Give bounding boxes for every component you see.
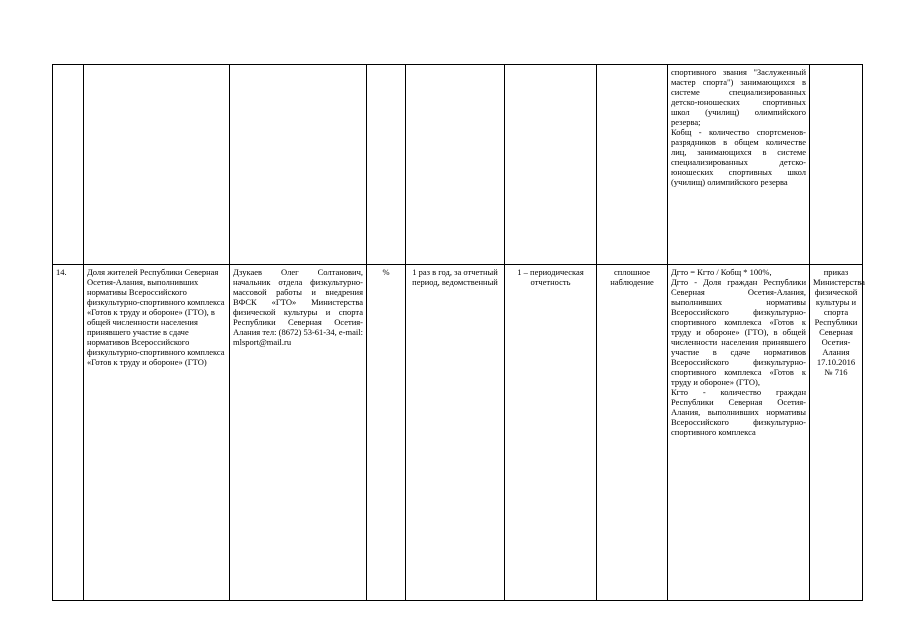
periodicity-cell: 1 – периодическая отчетность [505, 265, 597, 601]
basis-cell [810, 65, 863, 265]
periodicity-cell [505, 65, 597, 265]
method-cell: сплошное наблюдение [597, 265, 668, 601]
responsible-cell: Дзукаев Олег Солтанович, начальник отдела физкультурно-массовой работы и внедрения ВФСК «ГТО» Министерства физической культуры и спорта Республики Северная Осетия-Алания тел: (8672) 53-61-34, e-mail: mlsport@mail.ru [230, 265, 367, 601]
formula-cell: Дгто = Кгто / Кобщ * 100%, Дгто - Доля граждан Республики Северная Осетия-Алания, выполнивших нормативы Всероссийского физкультурно-спортивного комплекса «Готов к труду и обороне» (ГТО), в общей численности населения принявшего участие в сдаче нормативов Всероссийского физкультурно-спортивного комплекса «Готов к труду и обороне» (ГТО), Кгто - количество граждан Республики Северная Осетия-Алания, выполнивших нормативы Всероссийского физкультурно-спортивного комплекса [668, 265, 810, 601]
table-row-continued [53, 65, 863, 265]
indicator-table [52, 64, 863, 601]
responsible-cell [230, 65, 367, 265]
formula-cell: спортивного звания "Заслуженный мастер спорта") занимающихся в системе специализированных детско-юношеских спортивных школ (училищ) олимпийского резерва; Кобщ - количество спортсменов-разрядников в общем количестве лиц, занимающихся в системе специализированных детско-юношеских спортивных школ (училищ) олимпийского резерва [668, 65, 810, 265]
table-row-14 [53, 265, 863, 601]
basis-cell: приказ Министерства физической культуры и спорта Республики Северная Осетия-Алания 17.10.2016 № 716 [810, 265, 863, 601]
unit-cell [367, 65, 406, 265]
row-number-cell: 14. [53, 265, 84, 601]
indicator-name-cell: Доля жителей Республики Северная Осетия-Алания, выполнивших нормативы Всероссийского физкультурно-спортивного комплекса «Готов к труду и обороне» (ГТО), в общей численности населения принявшего участие в сдаче нормативов Всероссийского физкультурно-спортивного комплекса «Готов к труду и обороне» (ГТО) [84, 265, 230, 601]
indicator-name-cell [84, 65, 230, 265]
frequency-cell: 1 раз в год, за отчетный период, ведомственный [406, 265, 505, 601]
row-number-cell [53, 65, 84, 265]
unit-cell: % [367, 265, 406, 601]
frequency-cell [406, 65, 505, 265]
method-cell [597, 65, 668, 265]
